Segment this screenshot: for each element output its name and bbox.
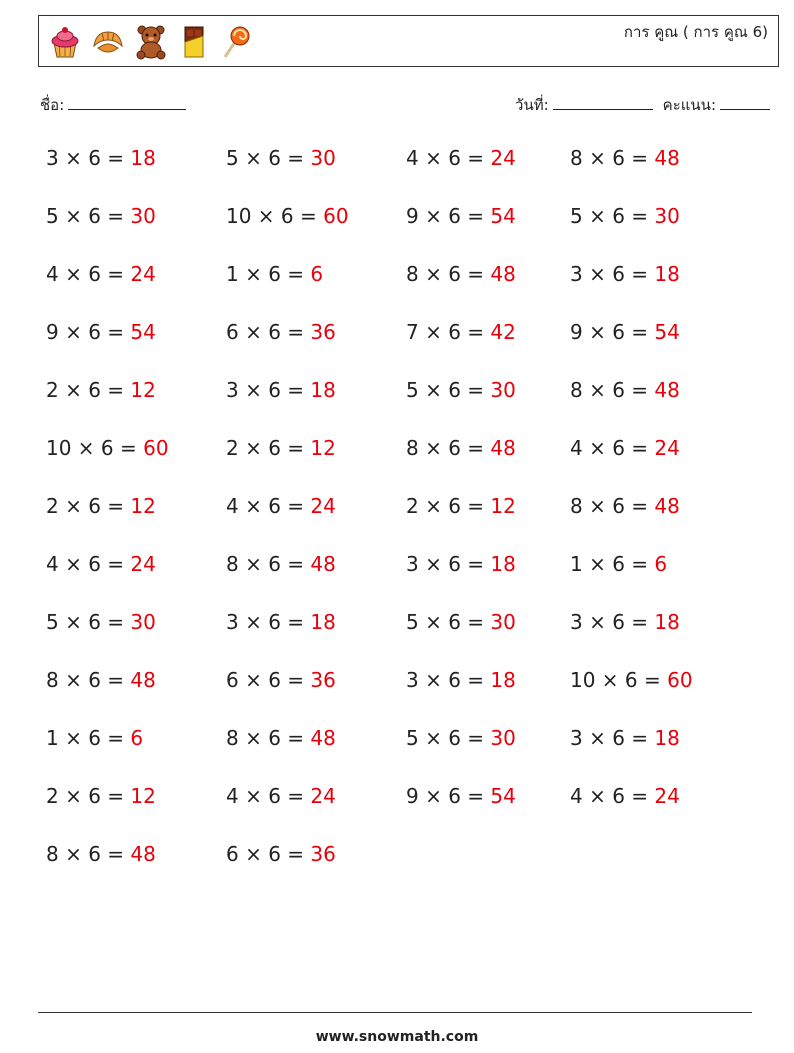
problem <box>570 726 680 750</box>
problem-question: 8 × 6 = <box>226 726 311 750</box>
problem-question: 8 × 6 = <box>406 436 491 460</box>
problem <box>406 378 516 402</box>
problem-question: 2 × 6 = <box>406 494 491 518</box>
problem <box>46 552 156 576</box>
problem-question: 4 × 6 = <box>570 784 655 808</box>
problem-question: 8 × 6 = <box>570 378 655 402</box>
problem <box>226 494 336 518</box>
problem-question: 2 × 6 = <box>46 494 131 518</box>
problem-question: 7 × 6 = <box>406 320 491 344</box>
problem <box>570 262 680 286</box>
problem-answer: 24 <box>310 784 336 808</box>
problem-answer: 24 <box>490 146 516 170</box>
problem-question: 9 × 6 = <box>46 320 131 344</box>
problem-question: 3 × 6 = <box>46 146 131 170</box>
problem <box>406 320 516 344</box>
problem-question: 8 × 6 = <box>570 146 655 170</box>
problem <box>570 436 680 460</box>
problem-answer: 30 <box>490 726 516 750</box>
problem-answer: 30 <box>490 378 516 402</box>
problem-question: 5 × 6 = <box>406 610 491 634</box>
problem-question: 2 × 6 = <box>46 784 131 808</box>
problem <box>406 436 516 460</box>
problem-answer: 18 <box>490 668 516 692</box>
name-field <box>40 93 186 117</box>
problem <box>570 784 680 808</box>
problem <box>226 262 323 286</box>
problem-question: 6 × 6 = <box>226 320 311 344</box>
problem-answer: 60 <box>143 436 169 460</box>
problem-answer: 6 <box>130 726 144 750</box>
problem-question: 3 × 6 = <box>570 610 655 634</box>
name-blank[interactable] <box>68 95 186 110</box>
problem-answer: 60 <box>667 668 693 692</box>
problem-answer: 54 <box>490 784 516 808</box>
problem <box>406 610 516 634</box>
problem <box>570 378 680 402</box>
problem <box>570 552 667 576</box>
problem <box>226 552 336 576</box>
problem-answer: 48 <box>490 262 516 286</box>
score-blank[interactable] <box>720 95 770 110</box>
problem-question: 4 × 6 = <box>406 146 491 170</box>
problem-answer: 48 <box>654 378 680 402</box>
problem <box>406 204 516 228</box>
problem <box>570 146 680 170</box>
name-label: ชื่อ: <box>40 96 65 114</box>
problem-question: 8 × 6 = <box>406 262 491 286</box>
problem-question: 3 × 6 = <box>226 378 311 402</box>
problem <box>226 320 336 344</box>
problem-answer: 24 <box>130 262 156 286</box>
problem-question: 6 × 6 = <box>226 842 311 866</box>
problem-question: 5 × 6 = <box>226 146 311 170</box>
problem-question: 5 × 6 = <box>570 204 655 228</box>
problem <box>570 610 680 634</box>
problem-answer: 18 <box>654 726 680 750</box>
problem-answer: 48 <box>130 842 156 866</box>
problem-answer: 42 <box>490 320 516 344</box>
problem <box>46 146 156 170</box>
problem-answer: 30 <box>130 610 156 634</box>
problem-answer: 12 <box>490 494 516 518</box>
problem <box>226 436 336 460</box>
problem-question: 2 × 6 = <box>46 378 131 402</box>
problem-question: 6 × 6 = <box>226 668 311 692</box>
problem <box>570 494 680 518</box>
problem-answer: 6 <box>654 552 668 576</box>
problem <box>226 668 336 692</box>
problem-question: 5 × 6 = <box>46 204 131 228</box>
problem-answer: 48 <box>130 668 156 692</box>
problem <box>226 146 336 170</box>
problem <box>406 784 516 808</box>
problem-question: 8 × 6 = <box>46 668 131 692</box>
date-blank[interactable] <box>553 95 653 110</box>
problem <box>226 726 336 750</box>
problem-answer: 36 <box>310 668 336 692</box>
problem-question: 5 × 6 = <box>406 378 491 402</box>
problem <box>46 668 156 692</box>
problem <box>46 494 156 518</box>
lollipop-icon <box>219 24 255 60</box>
date-score-fields <box>515 93 770 117</box>
problem <box>46 842 156 866</box>
problem <box>406 668 516 692</box>
croissant-icon <box>90 24 126 60</box>
problem-answer: 18 <box>130 146 156 170</box>
problem-question: 3 × 6 = <box>570 262 655 286</box>
problem <box>406 726 516 750</box>
sheet-title: การ คูณ ( การ คูณ 6) <box>623 23 768 41</box>
problem <box>46 262 156 286</box>
problem-question: 3 × 6 = <box>226 610 311 634</box>
problem-answer: 18 <box>490 552 516 576</box>
problem-answer: 60 <box>323 204 349 228</box>
problem-question: 4 × 6 = <box>226 784 311 808</box>
problem-answer: 18 <box>310 378 336 402</box>
problem-question: 5 × 6 = <box>46 610 131 634</box>
problem <box>226 842 336 866</box>
problem-question: 8 × 6 = <box>46 842 131 866</box>
date-field <box>515 93 653 117</box>
problem-answer: 30 <box>310 146 336 170</box>
problem-answer: 36 <box>310 320 336 344</box>
teddy-bear-icon <box>133 24 169 60</box>
problem-answer: 12 <box>310 436 336 460</box>
footer-url: www.snowmath.com <box>315 1029 479 1045</box>
problem-answer: 6 <box>310 262 324 286</box>
problem-question: 8 × 6 = <box>570 494 655 518</box>
cupcake-icon <box>47 24 83 60</box>
problem <box>406 262 516 286</box>
problem-answer: 24 <box>654 436 680 460</box>
problem-question: 4 × 6 = <box>570 436 655 460</box>
problem-question: 4 × 6 = <box>46 262 131 286</box>
problem-question: 8 × 6 = <box>226 552 311 576</box>
problem-question: 10 × 6 = <box>46 436 144 460</box>
problem <box>570 668 693 692</box>
chocolate-bar-icon <box>176 24 212 60</box>
problem-question: 4 × 6 = <box>46 552 131 576</box>
problem-question: 3 × 6 = <box>406 552 491 576</box>
problem-question: 5 × 6 = <box>406 726 491 750</box>
problem-question: 3 × 6 = <box>406 668 491 692</box>
problem <box>406 552 516 576</box>
problem-answer: 24 <box>654 784 680 808</box>
problem-question: 1 × 6 = <box>46 726 131 750</box>
problem <box>226 784 336 808</box>
problem-answer: 36 <box>310 842 336 866</box>
problem-answer: 48 <box>654 494 680 518</box>
problem-question: 9 × 6 = <box>570 320 655 344</box>
problem-answer: 18 <box>310 610 336 634</box>
score-field <box>663 93 770 117</box>
problem <box>226 204 349 228</box>
problem <box>46 784 156 808</box>
problem-answer: 54 <box>654 320 680 344</box>
problem-answer: 30 <box>654 204 680 228</box>
problem-question: 1 × 6 = <box>570 552 655 576</box>
problem-question: 2 × 6 = <box>226 436 311 460</box>
problem <box>406 494 516 518</box>
problem <box>226 378 336 402</box>
problem-question: 9 × 6 = <box>406 784 491 808</box>
problem-answer: 30 <box>490 610 516 634</box>
date-label: วันที่: <box>515 96 549 114</box>
problem-question: 10 × 6 = <box>570 668 668 692</box>
problem-answer: 12 <box>130 378 156 402</box>
problem-answer: 48 <box>490 436 516 460</box>
icon-strip <box>47 21 255 63</box>
problem-answer: 18 <box>654 610 680 634</box>
problem <box>46 610 156 634</box>
problem-answer: 48 <box>654 146 680 170</box>
problem-question: 3 × 6 = <box>570 726 655 750</box>
problem-question: 10 × 6 = <box>226 204 324 228</box>
problem-answer: 12 <box>130 494 156 518</box>
problem-answer: 48 <box>310 552 336 576</box>
problem-answer: 48 <box>310 726 336 750</box>
problem-answer: 30 <box>130 204 156 228</box>
problem <box>406 146 516 170</box>
problem <box>570 204 680 228</box>
problem-answer: 24 <box>310 494 336 518</box>
worksheet-header <box>38 15 779 67</box>
problem-answer: 18 <box>654 262 680 286</box>
problem-answer: 54 <box>130 320 156 344</box>
problem <box>46 726 143 750</box>
problem <box>46 436 169 460</box>
problem-answer: 24 <box>130 552 156 576</box>
problem-answer: 12 <box>130 784 156 808</box>
problem <box>46 378 156 402</box>
problem-answer: 54 <box>490 204 516 228</box>
footer-divider <box>38 1012 752 1013</box>
problem <box>226 610 336 634</box>
problem-question: 1 × 6 = <box>226 262 311 286</box>
problem <box>570 320 680 344</box>
problem <box>46 204 156 228</box>
problem-question: 4 × 6 = <box>226 494 311 518</box>
problem <box>46 320 156 344</box>
score-label: คะแนน: <box>662 96 716 114</box>
problem-question: 9 × 6 = <box>406 204 491 228</box>
